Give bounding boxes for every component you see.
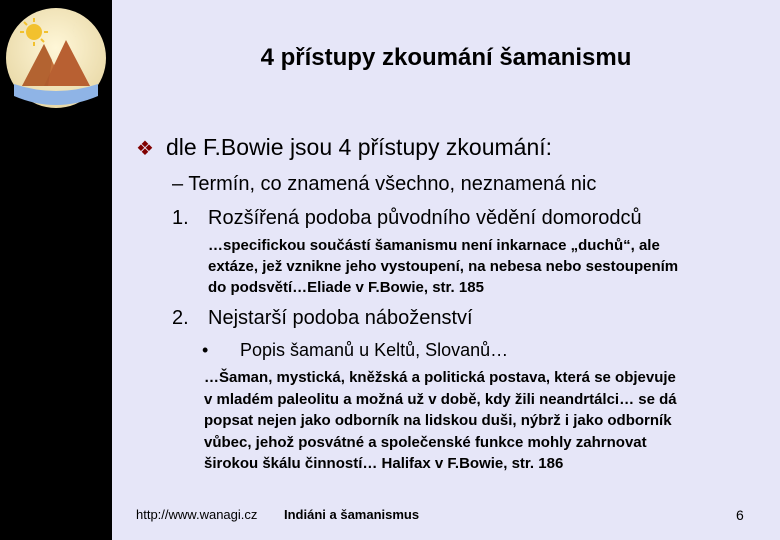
sub-bullet-marker: • [202, 340, 209, 360]
footer-url: http://www.wanagi.cz [136, 507, 258, 522]
diamond-bullet-icon: ❖ [136, 138, 154, 160]
dash-item: – Termín, co znamená všechno, neznamená nic [172, 173, 597, 195]
sub-bullet-text: Popis šamanů u Keltů, Slovanů… [240, 340, 509, 360]
item-number: 2. [172, 307, 189, 329]
quote-line: extáze, jež vznikne jeho vystoupení, na nebesa nebo sestoupením [208, 258, 679, 275]
numbered-item-1 [172, 207, 642, 230]
quote-line: v mladém paleolitu a možná už v době, kdy žili neandrtálci… se dá [204, 390, 677, 408]
item-text: Rozšířená podoba původního vědění domorodců [208, 207, 642, 229]
quote-line: popsat nejen jako odborník na lidskou duši, nýbrž i jako odborník [204, 412, 672, 429]
quote-line: …specifickou součástí šamanismu není inkarnace „duchů“, ale [208, 237, 660, 254]
main-bullet-text: dle F.Bowie jsou 4 přístupy zkoumání: [165, 134, 553, 160]
quote-line: vůbec, jehož posvátné a společenské funkce mohly zahrnovat [204, 433, 647, 451]
page-number: 6 [736, 507, 744, 523]
quote-line: širokou škálu činností… Halifax v F.Bowie, str. 186 [204, 455, 564, 472]
sub-bullet [202, 340, 508, 361]
quote-eliade [208, 235, 678, 298]
quote-line: do podsvětí…Eliade v F.Bowie, str. 185 [208, 279, 484, 296]
quote-halifax [204, 367, 677, 475]
main-bullet [136, 134, 552, 161]
item-number: 1. [172, 207, 189, 229]
sun-moon-pyramids-logo [4, 6, 108, 110]
footer-title: Indiáni a šamanismus [284, 507, 420, 522]
numbered-item-2 [172, 307, 473, 330]
item-text: Nejstarší podoba náboženství [208, 307, 473, 329]
quote-line: …Šaman, mystická, kněžská a politická postava, která se objevuje [204, 369, 676, 386]
slide-title: 4 přístupy zkoumání šamanismu [260, 44, 632, 71]
